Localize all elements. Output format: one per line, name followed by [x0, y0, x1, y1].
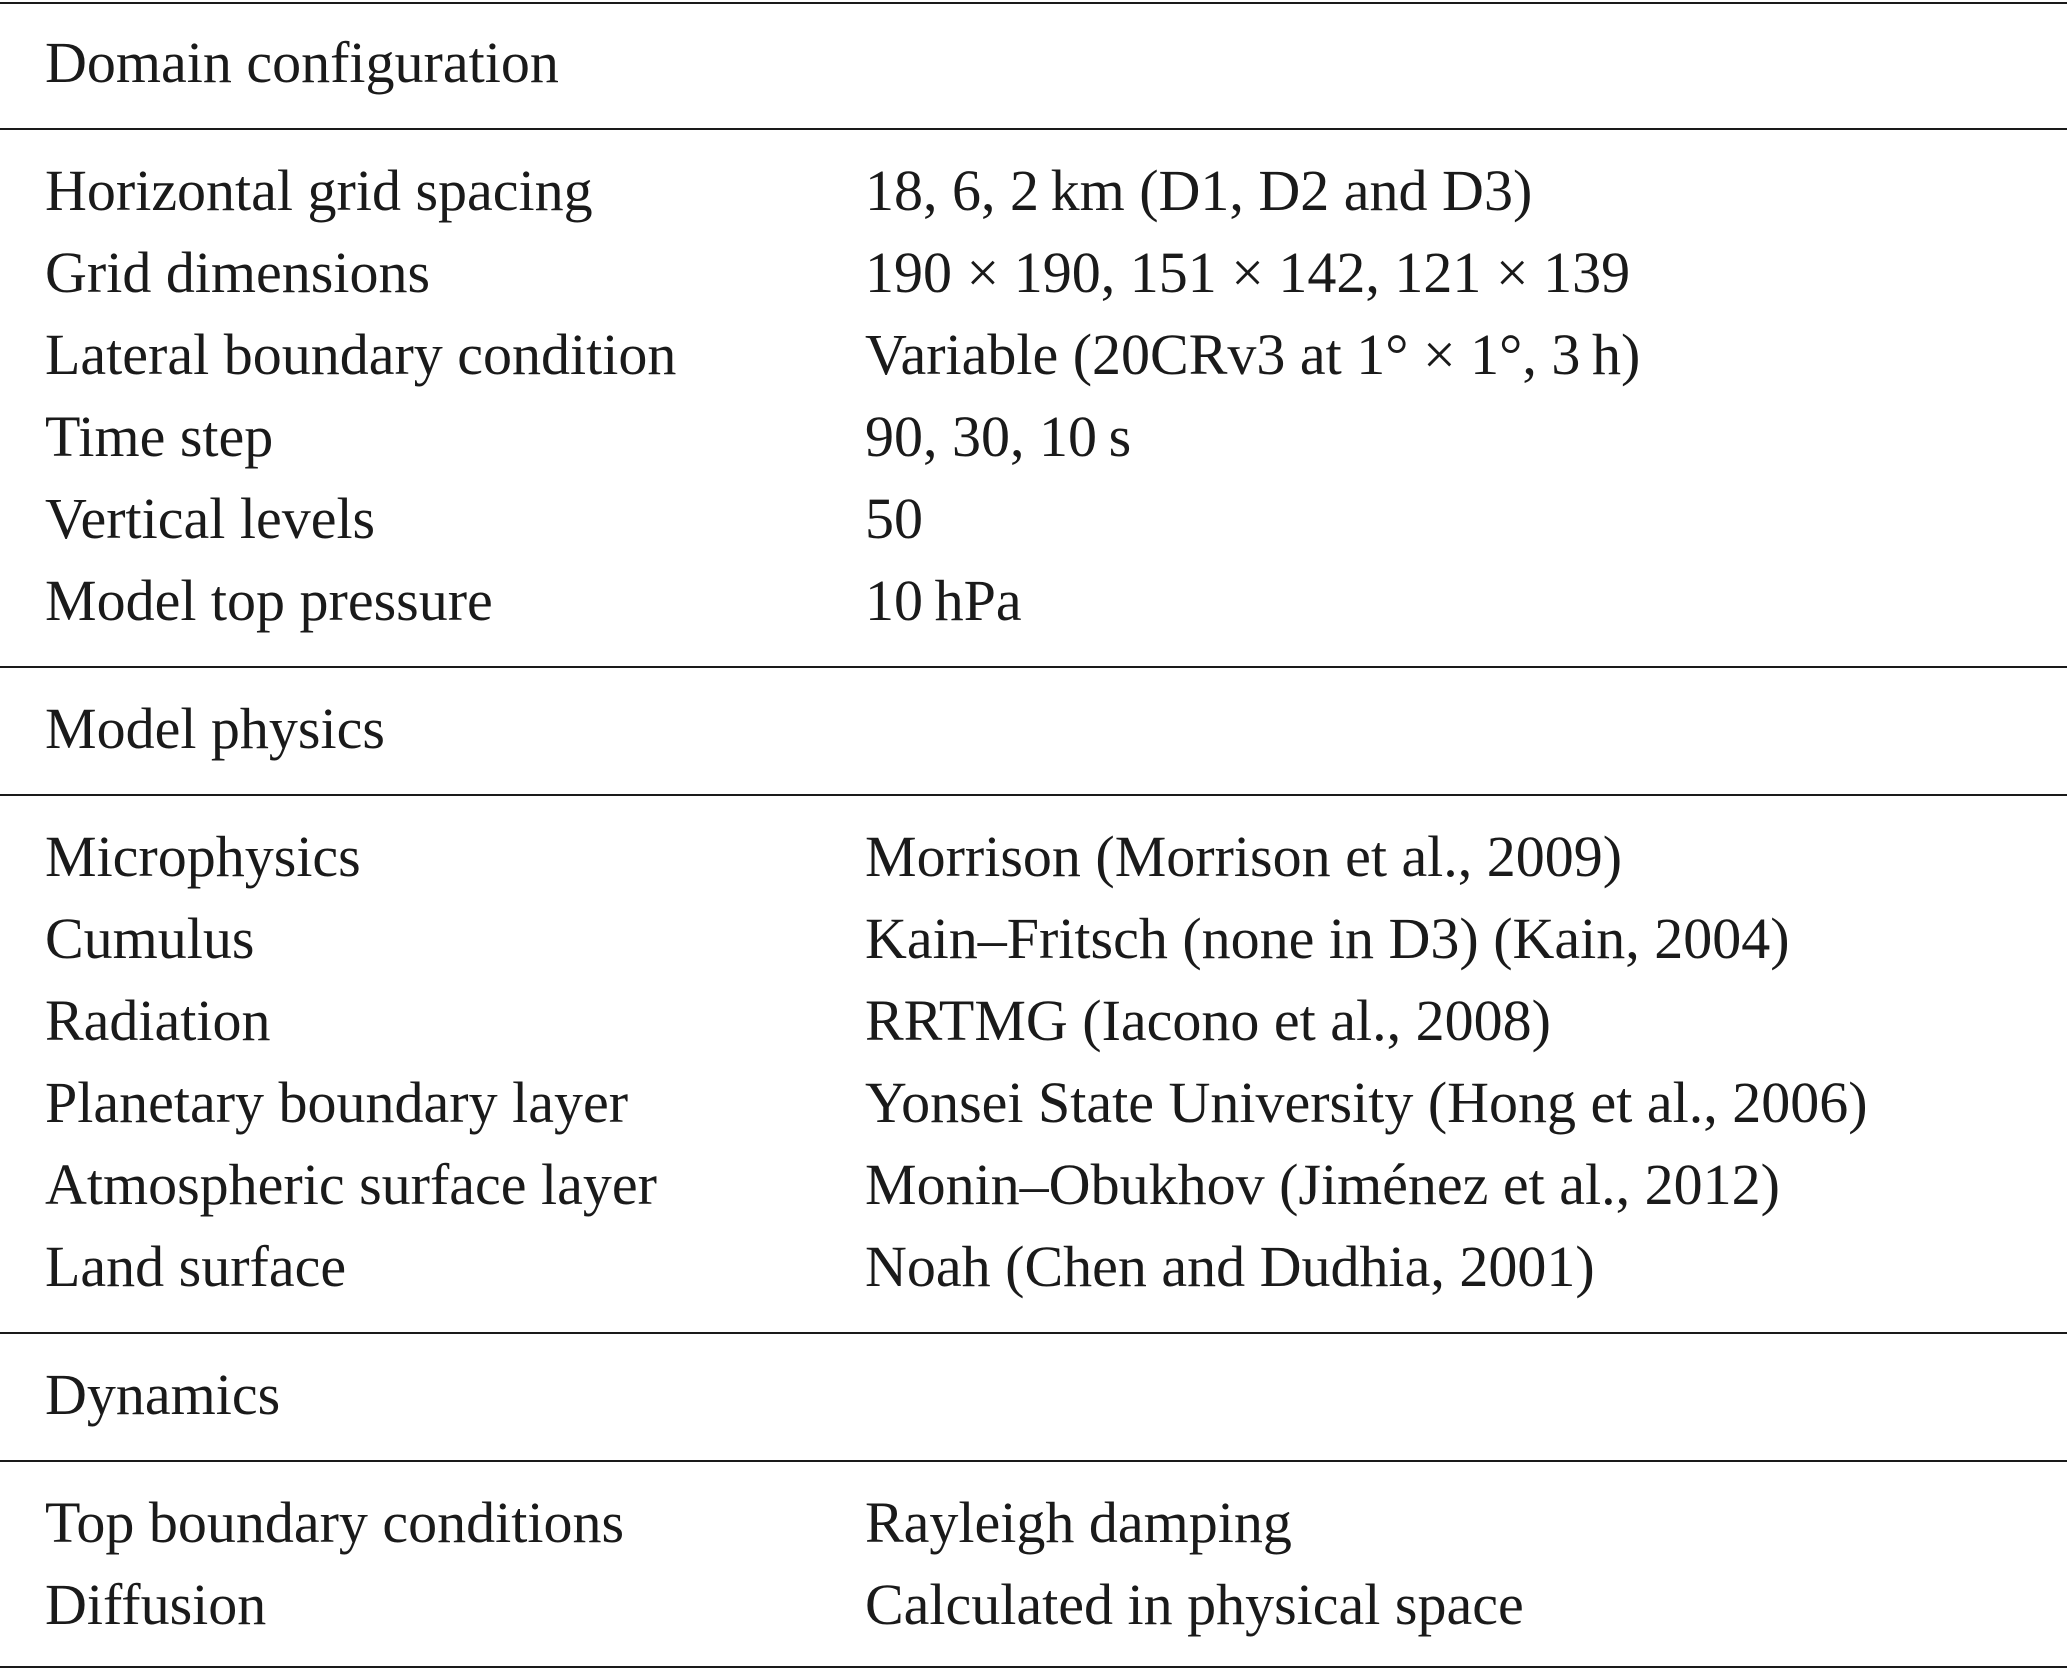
table-row: [0, 988, 2067, 1074]
parameter-cell: Vertical levels: [45, 486, 376, 551]
parameter-cell: Model top pressure: [45, 568, 493, 633]
value-cell: Kain–Fritsch (none in D3) (Kain, 2004): [865, 906, 1790, 971]
value-cell: Rayleigh damping: [865, 1490, 1292, 1555]
section-rule: [0, 1332, 2067, 1334]
table-row: [0, 404, 2067, 490]
section-heading-dynamics: Dynamics: [45, 1362, 281, 1427]
value-cell: Monin–Obukhov (Jiménez et al., 2012): [865, 1152, 1780, 1217]
parameter-cell: Diffusion: [45, 1572, 267, 1637]
table-row: [0, 322, 2067, 408]
value-cell: Variable (20CRv3 at 1° × 1°, 3 h): [865, 322, 1641, 387]
table-row: [0, 158, 2067, 244]
parameter-cell: Radiation: [45, 988, 271, 1053]
table-row: [0, 240, 2067, 326]
top-rule: [0, 2, 2067, 4]
table-row: [0, 568, 2067, 654]
table-row: [0, 906, 2067, 992]
section-rule: [0, 666, 2067, 668]
section-heading-domain-configuration: Domain configuration: [45, 30, 559, 95]
value-cell: 190 × 190, 151 × 142, 121 × 139: [865, 240, 1631, 305]
value-cell: RRTMG (Iacono et al., 2008): [865, 988, 1551, 1053]
parameter-cell: Top boundary conditions: [45, 1490, 625, 1555]
parameter-cell: Lateral boundary condition: [45, 322, 677, 387]
parameter-cell: Grid dimensions: [45, 240, 431, 305]
parameter-cell: Land surface: [45, 1234, 347, 1299]
value-cell: Noah (Chen and Dudhia, 2001): [865, 1234, 1595, 1299]
value-cell: 18, 6, 2 km (D1, D2 and D3): [865, 158, 1533, 223]
table-row: [0, 1572, 2067, 1658]
parameter-cell: Atmospheric surface layer: [45, 1152, 657, 1217]
parameter-cell: Horizontal grid spacing: [45, 158, 593, 223]
table-row: [0, 486, 2067, 572]
table-row: [0, 1152, 2067, 1238]
table-row: [0, 1234, 2067, 1320]
section-rule: [0, 794, 2067, 796]
parameter-cell: Time step: [45, 404, 274, 469]
table-row: [0, 824, 2067, 910]
value-cell: 50: [865, 486, 923, 551]
parameter-cell: Microphysics: [45, 824, 361, 889]
parameter-cell: Cumulus: [45, 906, 255, 971]
section-heading-model-physics: Model physics: [45, 696, 385, 761]
table-row: [0, 1070, 2067, 1156]
parameter-cell: Planetary boundary layer: [45, 1070, 629, 1135]
value-cell: Calculated in physical space: [865, 1572, 1524, 1637]
value-cell: Yonsei State University (Hong et al., 2006): [865, 1070, 1868, 1135]
table-row: [0, 1490, 2067, 1576]
section-rule: [0, 128, 2067, 130]
value-cell: 90, 30, 10 s: [865, 404, 1132, 469]
value-cell: Morrison (Morrison et al., 2009): [865, 824, 1623, 889]
section-rule: [0, 1460, 2067, 1462]
bottom-rule: [0, 1666, 2067, 1668]
value-cell: 10 hPa: [865, 568, 1022, 633]
